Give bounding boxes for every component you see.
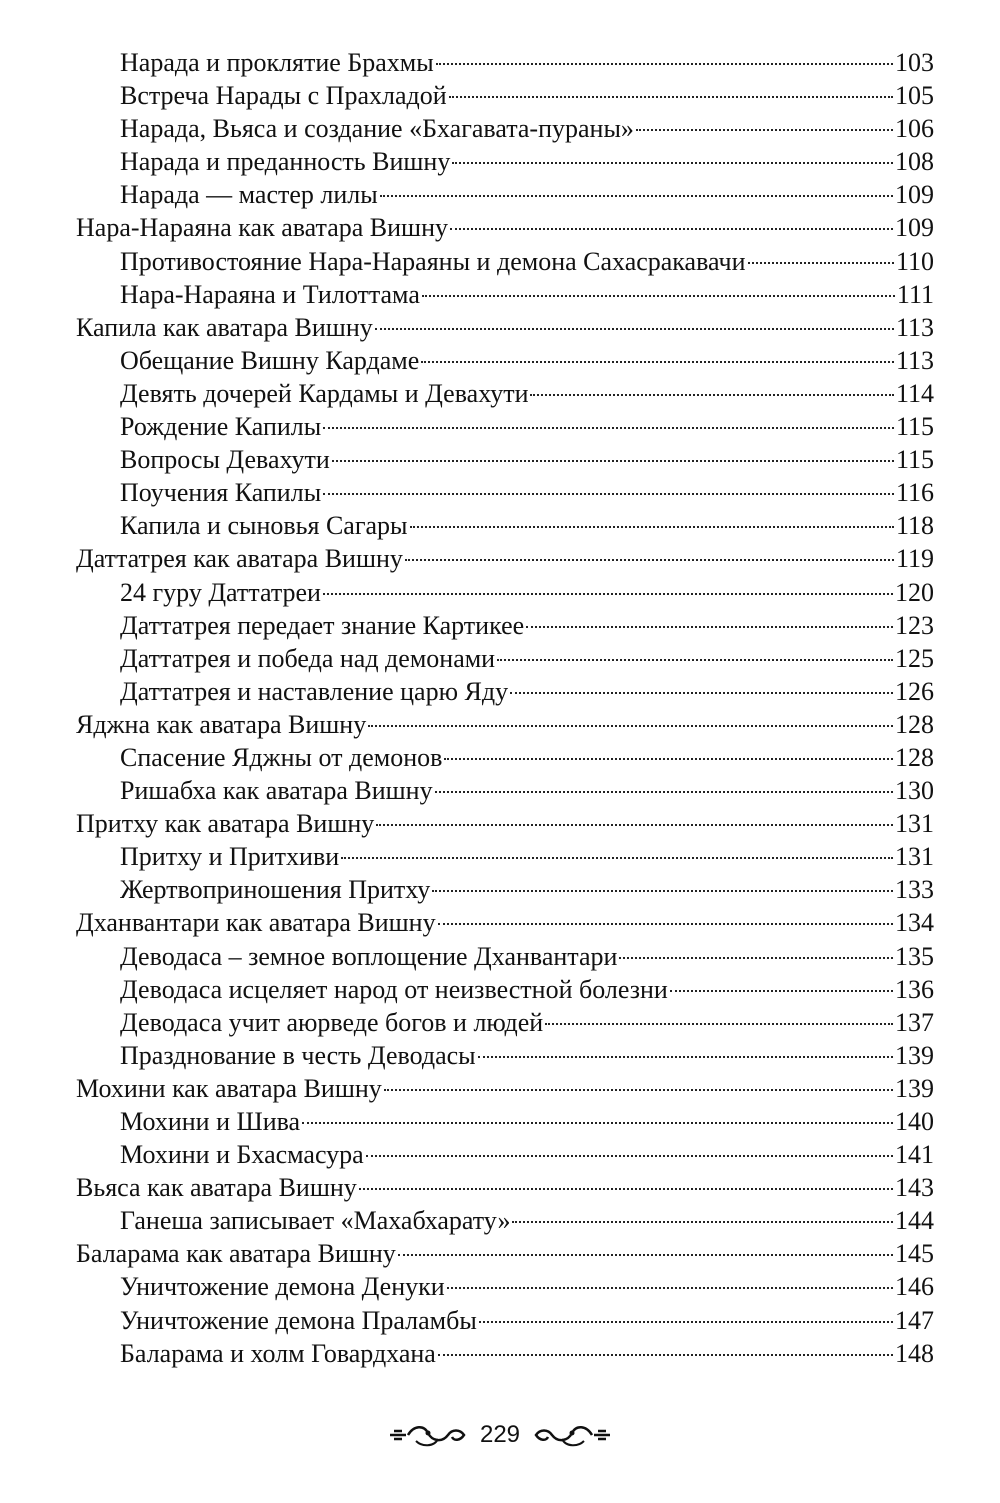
toc-entry-title: Яджна как аватара Вишну [76, 709, 367, 739]
toc-entry[interactable] [76, 1237, 934, 1270]
toc-entry[interactable] [76, 476, 934, 509]
toc-entry-title: Поучения Капилы [120, 478, 322, 508]
toc-entry-title: Деводаса – земное воплощение Дханвантари [120, 941, 618, 971]
toc-entry-page: 141 [895, 1140, 934, 1170]
toc-entry-page: 111 [896, 279, 934, 309]
toc-entry[interactable] [76, 278, 934, 311]
toc-entry-page: 133 [895, 875, 934, 905]
toc-entry-page: 109 [895, 213, 934, 243]
toc-entry[interactable] [76, 1006, 934, 1039]
toc-entry-page: 126 [895, 676, 934, 706]
dot-leader [479, 1321, 893, 1323]
dot-leader [530, 394, 893, 396]
dot-leader [478, 1056, 893, 1058]
toc-entry-title: 24 гуру Даттатреи [120, 577, 321, 607]
toc-entry-title: Вопросы Девахути [120, 445, 330, 475]
toc-entry-title: Обещание Вишну Кардаме [120, 345, 420, 375]
toc-entry-title: Деводаса исцеляет народ от неизвестной болезни [120, 974, 668, 1004]
toc-entry-page: 125 [895, 643, 934, 673]
toc-entry[interactable] [76, 873, 934, 906]
toc-entry-title: Деводаса учит аюрведе богов и людей [120, 1007, 544, 1037]
toc-entry[interactable] [76, 576, 934, 609]
toc-entry-title: Баларама и холм Говардхана [120, 1338, 436, 1368]
toc-entry-page: 139 [895, 1040, 934, 1070]
dot-leader [323, 593, 893, 595]
toc-entry-title: Нарада и проклятие Брахмы [120, 48, 434, 77]
toc-entry-page: 145 [895, 1239, 934, 1269]
dot-leader [497, 659, 893, 661]
toc-entry-title: Даттатрея и победа над демонами [120, 643, 496, 673]
dot-leader [376, 824, 893, 826]
toc-entry-page: 118 [895, 511, 934, 541]
toc-entry-page: 113 [895, 345, 934, 375]
toc-entry[interactable] [76, 1337, 934, 1370]
toc-entry-title: Притху как аватара Вишну [76, 809, 375, 839]
toc-entry[interactable] [76, 509, 934, 542]
dot-leader [302, 1122, 893, 1124]
toc-entry[interactable] [76, 807, 934, 840]
ornament-icon [532, 1421, 612, 1449]
toc-entry[interactable] [76, 1039, 934, 1072]
table-of-contents [76, 46, 934, 1370]
toc-entry-title: Празднование в честь Деводасы [120, 1040, 476, 1070]
toc-entry[interactable] [76, 344, 934, 377]
toc-entry-title: Ришабха как аватара Вишну [120, 776, 433, 806]
toc-entry[interactable] [76, 542, 934, 575]
toc-entry[interactable] [76, 443, 934, 476]
toc-entry[interactable] [76, 178, 934, 211]
dot-leader [410, 526, 894, 528]
toc-entry-title: Жертвоприношения Притху [120, 875, 431, 905]
dot-leader [526, 626, 893, 628]
toc-entry-page: 146 [895, 1272, 934, 1302]
toc-entry-page: 131 [895, 809, 934, 839]
toc-entry-page: 115 [895, 445, 934, 475]
toc-entry-title: Нара-Нараяна и Тилоттама [120, 279, 420, 309]
toc-entry-page: 143 [895, 1173, 934, 1203]
toc-entry-title: Встреча Нарады с Прахладой [120, 81, 447, 111]
toc-entry-title: Уничтожение демона Праламбы [120, 1305, 477, 1335]
toc-entry[interactable] [76, 112, 934, 145]
dot-leader [366, 1155, 893, 1157]
toc-entry-page: 148 [895, 1338, 934, 1368]
toc-entry-page: 114 [895, 378, 934, 408]
dot-leader [545, 1023, 893, 1025]
dot-leader [510, 692, 893, 694]
toc-entry-title: Девять дочерей Кардамы и Девахути [120, 378, 529, 408]
dot-leader [341, 857, 893, 859]
toc-entry-page: 130 [895, 776, 934, 806]
dot-leader [375, 328, 894, 330]
dot-leader [380, 195, 893, 197]
dot-leader [359, 1188, 893, 1190]
toc-entry-title: Дханвантари как аватара Вишну [76, 908, 436, 938]
toc-entry[interactable] [76, 840, 934, 873]
toc-entry-page: 103 [895, 48, 934, 77]
toc-entry-page: 110 [895, 246, 934, 276]
dot-leader [447, 1287, 893, 1289]
toc-entry-title: Вьяса как аватара Вишну [76, 1173, 357, 1203]
toc-entry-page: 128 [895, 742, 934, 772]
toc-entry[interactable] [76, 774, 934, 807]
toc-entry[interactable] [76, 145, 934, 178]
dot-leader [332, 460, 894, 462]
dot-leader [323, 493, 894, 495]
toc-entry[interactable] [76, 741, 934, 774]
toc-entry-title: Уничтожение демона Денуки [120, 1272, 445, 1302]
dot-leader [452, 162, 893, 164]
toc-entry[interactable] [76, 609, 934, 642]
toc-entry-title: Мохини и Шива [120, 1107, 301, 1136]
toc-entry-page: 115 [895, 412, 934, 442]
toc-entry-title: Ганеша записывает «Махабхарату» [120, 1206, 511, 1236]
toc-entry-page: 147 [895, 1305, 934, 1335]
dot-leader [384, 1089, 893, 1091]
toc-entry[interactable] [76, 675, 934, 708]
dot-leader [450, 228, 893, 230]
toc-entry-page: 144 [895, 1206, 934, 1236]
dot-leader [405, 559, 894, 561]
toc-entry[interactable] [76, 940, 934, 973]
toc-entry-page: 137 [895, 1007, 934, 1037]
toc-entry-page: 119 [895, 544, 934, 574]
toc-entry-title: Противостояние Нара-Нараяны и демона Сахасракавачи [120, 246, 746, 276]
toc-entry[interactable] [76, 1171, 934, 1204]
toc-entry-title: Притху и Притхиви [120, 842, 340, 872]
toc-entry-title: Нара-Нараяна как аватара Вишну [76, 213, 448, 243]
toc-entry-page: 140 [895, 1107, 934, 1136]
toc-entry-page: 128 [895, 709, 934, 739]
page-footer [0, 1415, 1000, 1455]
toc-entry-title: Спасение Яджны от демонов [120, 742, 443, 772]
toc-entry[interactable] [76, 79, 934, 112]
toc-entry[interactable] [76, 1270, 934, 1303]
dot-leader [438, 923, 893, 925]
toc-entry-page: 135 [895, 941, 934, 971]
toc-entry-title: Даттатрея и наставление царю Яду [120, 676, 509, 706]
toc-entry-title: Капила как аватара Вишну [76, 312, 373, 342]
toc-entry[interactable] [76, 211, 934, 244]
dot-leader [435, 791, 893, 793]
toc-entry-title: Рождение Капилы [120, 412, 322, 442]
toc-entry[interactable] [76, 410, 934, 443]
dot-leader [421, 361, 894, 363]
toc-entry-page: 139 [895, 1073, 934, 1103]
dot-leader [512, 1221, 893, 1223]
toc-entry-title: Нарада — мастер лилы [120, 180, 378, 210]
toc-entry-title: Капила и сыновья Сагары [120, 511, 408, 541]
toc-entry[interactable] [76, 642, 934, 675]
toc-entry[interactable] [76, 377, 934, 410]
dot-leader [436, 63, 893, 65]
page-number: 229 [479, 1421, 521, 1448]
dot-leader [619, 957, 893, 959]
dot-leader [636, 129, 893, 131]
toc-entry[interactable] [76, 46, 934, 79]
toc-entry-title: Мохини и Бхасмасура [120, 1140, 364, 1170]
toc-entry[interactable] [76, 708, 934, 741]
dot-leader [444, 758, 893, 760]
toc-entry[interactable] [76, 973, 934, 1006]
dot-leader [368, 725, 893, 727]
toc-entry-page: 131 [895, 842, 934, 872]
toc-entry[interactable] [76, 906, 934, 939]
toc-entry-title: Мохини как аватара Вишну [76, 1073, 382, 1103]
toc-entry[interactable] [76, 311, 934, 344]
toc-entry-page: 108 [895, 147, 934, 177]
toc-entry[interactable] [76, 1138, 934, 1171]
toc-entry-title: Нарада, Вьяса и создание «Бхагавата-пураны» [120, 114, 634, 144]
toc-entry-title: Нарада и преданность Вишну [120, 147, 451, 177]
dot-leader [438, 1354, 893, 1356]
ornament-icon [388, 1421, 468, 1449]
toc-entry-page: 105 [895, 81, 934, 111]
dot-leader [398, 1254, 893, 1256]
dot-leader [670, 990, 893, 992]
toc-entry-page: 123 [895, 610, 934, 640]
toc-entry-page: 106 [895, 114, 934, 144]
toc-entry-title: Даттатрея как аватара Вишну [76, 544, 403, 574]
toc-entry-page: 113 [895, 312, 934, 342]
toc-entry-title: Даттатрея передает знание Картикее [120, 610, 525, 640]
toc-entry[interactable] [76, 1204, 934, 1237]
toc-entry[interactable] [76, 1105, 934, 1138]
toc-entry-page: 136 [895, 974, 934, 1004]
dot-leader [449, 96, 893, 98]
toc-entry-page: 116 [895, 478, 934, 508]
toc-entry[interactable] [76, 1304, 934, 1337]
toc-entry[interactable] [76, 245, 934, 278]
dot-leader [432, 890, 893, 892]
dot-leader [323, 427, 894, 429]
dot-leader [748, 262, 894, 264]
toc-entry[interactable] [76, 1072, 934, 1105]
dot-leader [422, 295, 895, 297]
toc-entry-page: 120 [895, 577, 934, 607]
toc-entry-page: 134 [895, 908, 934, 938]
toc-entry-page: 109 [895, 180, 934, 210]
toc-entry-title: Баларама как аватара Вишну [76, 1239, 396, 1269]
